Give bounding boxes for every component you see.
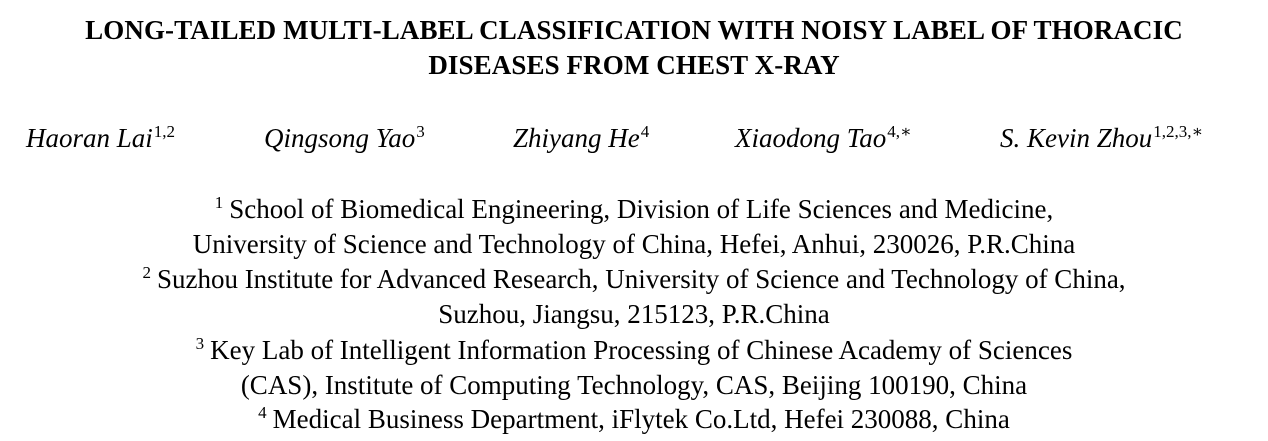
- affiliation-text: School of Biomedical Engineering, Division of Life Sciences and Medicine,: [229, 194, 1054, 224]
- author-name: Haoran Lai: [26, 123, 153, 153]
- affiliation-3-line-1: [0, 333, 1268, 371]
- author-affiliation-marker: 3: [416, 122, 425, 141]
- author-name: S. Kevin Zhou: [1000, 123, 1153, 153]
- paper-title-line-1: LONG-TAILED MULTI-LABEL CLASSIFICATION WITH NOISY LABEL OF THORACIC: [85, 15, 1183, 45]
- author-name: Qingsong Yao: [264, 123, 416, 153]
- affiliation-1-line-1: [0, 192, 1268, 230]
- author-list: [0, 118, 1268, 158]
- affiliation-text: Suzhou Institute for Advanced Research, University of Science and Technology of China,: [156, 264, 1126, 294]
- author-affiliation-marker: 4: [640, 122, 650, 141]
- affiliation-2-line-1: [0, 262, 1268, 300]
- affiliation-number: 4: [258, 403, 267, 422]
- author-4: [735, 118, 912, 162]
- author-name: Xiaodong Tao: [735, 123, 887, 153]
- affiliation-1-line-2: University of Science and Technology of China, Hefei, Anhui, 230026, P.R.China: [192, 229, 1076, 259]
- author-affiliation-marker: 1,2,3,∗: [1153, 122, 1204, 141]
- author-1: [26, 118, 175, 162]
- author-2: [264, 118, 425, 162]
- author-name: Zhiyang He: [513, 123, 640, 153]
- affiliation-text: Medical Business Department, iFlytek Co.Ltd, Hefei 230088, China: [272, 404, 1010, 434]
- affiliation-number: 2: [142, 263, 151, 282]
- affiliation-2-line-2: Suzhou, Jiangsu, 215123, P.R.China: [438, 299, 830, 329]
- affiliation-number: 1: [214, 193, 224, 212]
- author-affiliation-marker: 1,2: [153, 122, 176, 141]
- author-5: [1000, 118, 1203, 162]
- affiliation-4-line-1: [0, 402, 1268, 440]
- affiliation-3-line-2: (CAS), Institute of Computing Technology, CAS, Beijing 100190, China: [240, 370, 1028, 400]
- affiliation-number: 3: [195, 334, 205, 353]
- author-3: [513, 118, 649, 162]
- affiliation-text: Key Lab of Intelligent Information Processing of Chinese Academy of Sciences: [210, 335, 1073, 365]
- paper-title-line-2: DISEASES FROM CHEST X-RAY: [428, 50, 840, 80]
- author-affiliation-marker: 4,∗: [887, 122, 912, 141]
